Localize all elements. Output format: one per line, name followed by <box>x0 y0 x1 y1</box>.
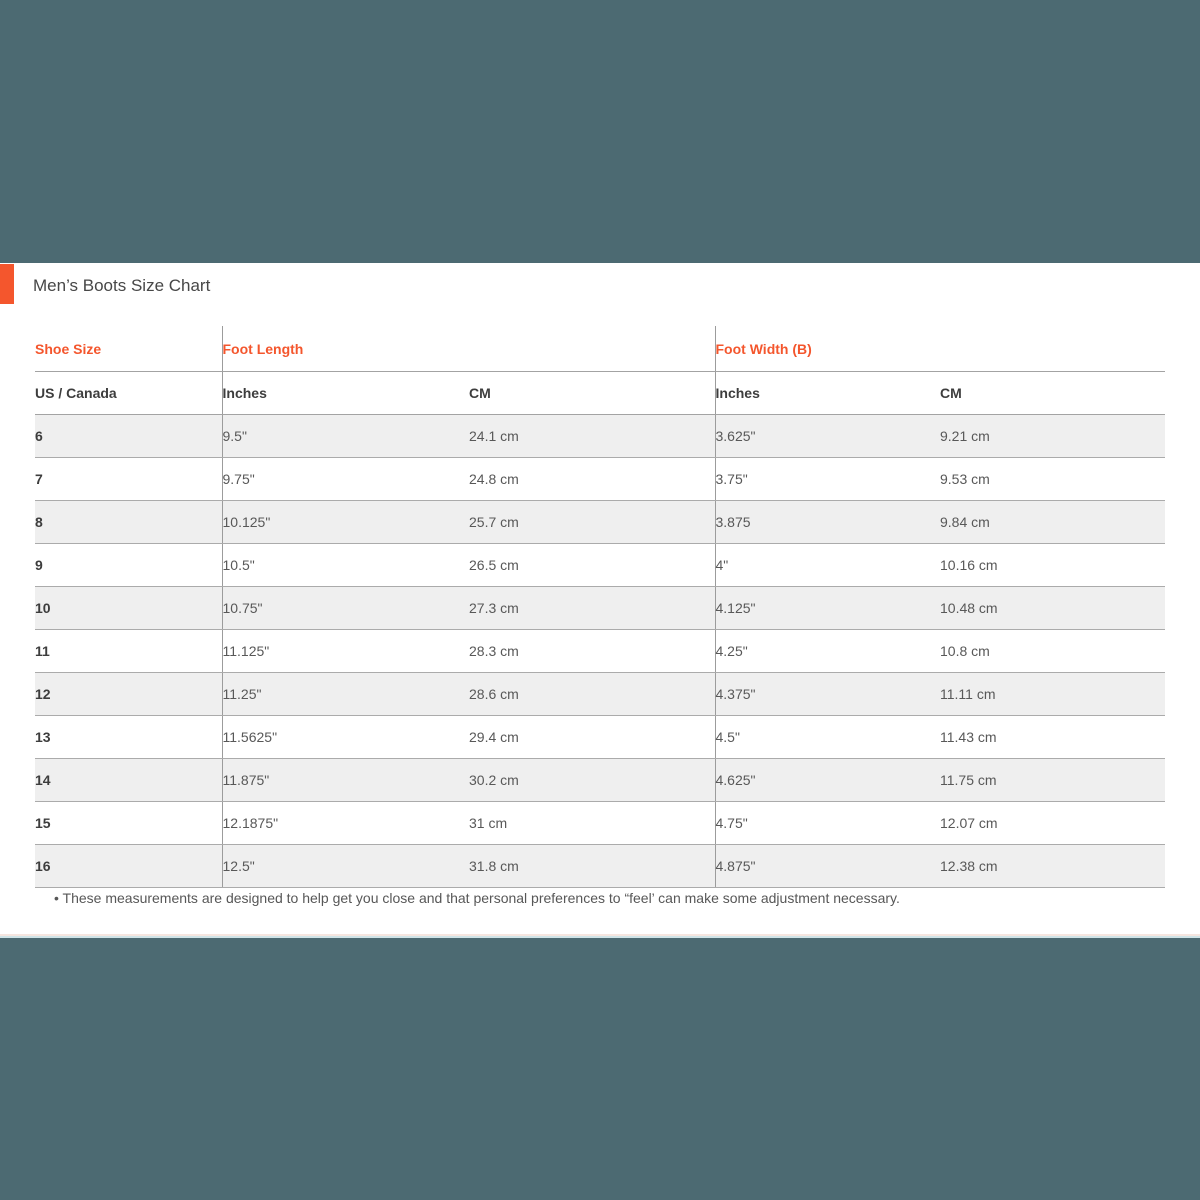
panel-bottom-edge-blue <box>0 936 1200 938</box>
cell-width-cm: 10.48 cm <box>940 587 1165 630</box>
cell-length-cm: 28.6 cm <box>469 673 715 716</box>
group-header-shoe-size: Shoe Size <box>35 326 222 372</box>
footnote: • These measurements are designed to help get you close and that personal preferences to “feel’ can make some adjustment necessary. <box>54 890 900 906</box>
sub-header-row <box>35 372 1165 415</box>
table-row <box>35 759 1165 802</box>
page-title: Men’s Boots Size Chart <box>33 276 211 295</box>
cell-length-cm: 27.3 cm <box>469 587 715 630</box>
cell-size: 16 <box>35 845 222 888</box>
table-body <box>35 415 1165 888</box>
cell-length-inches: 9.5" <box>222 415 469 458</box>
size-table <box>35 326 1165 888</box>
cell-size: 14 <box>35 759 222 802</box>
cell-size: 6 <box>35 415 222 458</box>
cell-width-inches: 4.375" <box>715 673 940 716</box>
cell-length-inches: 10.125" <box>222 501 469 544</box>
cell-length-inches: 12.1875" <box>222 802 469 845</box>
cell-width-cm: 12.07 cm <box>940 802 1165 845</box>
cell-width-inches: 4" <box>715 544 940 587</box>
cell-length-cm: 30.2 cm <box>469 759 715 802</box>
sub-header-width-inches: Inches <box>715 372 940 415</box>
sub-header-width-cm: CM <box>940 372 1165 415</box>
cell-width-inches: 3.75" <box>715 458 940 501</box>
cell-width-inches: 3.875 <box>715 501 940 544</box>
cell-width-cm: 9.53 cm <box>940 458 1165 501</box>
cell-width-cm: 10.8 cm <box>940 630 1165 673</box>
cell-length-inches: 10.75" <box>222 587 469 630</box>
cell-length-inches: 11.5625" <box>222 716 469 759</box>
cell-size: 8 <box>35 501 222 544</box>
accent-bar <box>0 264 14 304</box>
cell-width-cm: 11.43 cm <box>940 716 1165 759</box>
cell-size: 15 <box>35 802 222 845</box>
cell-width-inches: 4.125" <box>715 587 940 630</box>
table-row <box>35 544 1165 587</box>
table-row <box>35 501 1165 544</box>
sub-header-us-canada: US / Canada <box>35 372 222 415</box>
cell-width-cm: 12.38 cm <box>940 845 1165 888</box>
table-row <box>35 802 1165 845</box>
group-header-row <box>35 326 1165 372</box>
cell-size: 10 <box>35 587 222 630</box>
cell-length-inches: 11.125" <box>222 630 469 673</box>
cell-size: 7 <box>35 458 222 501</box>
cell-length-inches: 11.25" <box>222 673 469 716</box>
cell-width-cm: 9.21 cm <box>940 415 1165 458</box>
cell-length-inches: 11.875" <box>222 759 469 802</box>
cell-length-cm: 24.1 cm <box>469 415 715 458</box>
cell-width-inches: 4.875" <box>715 845 940 888</box>
size-chart-panel <box>0 263 1200 934</box>
cell-size: 11 <box>35 630 222 673</box>
table-row <box>35 630 1165 673</box>
cell-size: 12 <box>35 673 222 716</box>
sub-header-length-cm: CM <box>469 372 715 415</box>
cell-length-cm: 24.8 cm <box>469 458 715 501</box>
table-row <box>35 587 1165 630</box>
cell-length-cm: 31.8 cm <box>469 845 715 888</box>
cell-length-inches: 10.5" <box>222 544 469 587</box>
table-row <box>35 716 1165 759</box>
cell-width-cm: 10.16 cm <box>940 544 1165 587</box>
group-header-foot-length: Foot Length <box>222 326 715 372</box>
cell-length-cm: 28.3 cm <box>469 630 715 673</box>
table-row <box>35 673 1165 716</box>
cell-width-inches: 4.75" <box>715 802 940 845</box>
cell-length-cm: 26.5 cm <box>469 544 715 587</box>
table-row <box>35 415 1165 458</box>
cell-width-cm: 11.11 cm <box>940 673 1165 716</box>
cell-width-inches: 3.625" <box>715 415 940 458</box>
cell-size: 13 <box>35 716 222 759</box>
cell-length-cm: 25.7 cm <box>469 501 715 544</box>
cell-width-inches: 4.625" <box>715 759 940 802</box>
cell-length-cm: 29.4 cm <box>469 716 715 759</box>
cell-length-inches: 12.5" <box>222 845 469 888</box>
table-row <box>35 845 1165 888</box>
sub-header-length-inches: Inches <box>222 372 469 415</box>
cell-width-cm: 11.75 cm <box>940 759 1165 802</box>
cell-size: 9 <box>35 544 222 587</box>
cell-width-inches: 4.5" <box>715 716 940 759</box>
group-header-foot-width: Foot Width (B) <box>715 326 1165 372</box>
cell-length-inches: 9.75" <box>222 458 469 501</box>
cell-length-cm: 31 cm <box>469 802 715 845</box>
cell-width-inches: 4.25" <box>715 630 940 673</box>
table-row <box>35 458 1165 501</box>
cell-width-cm: 9.84 cm <box>940 501 1165 544</box>
